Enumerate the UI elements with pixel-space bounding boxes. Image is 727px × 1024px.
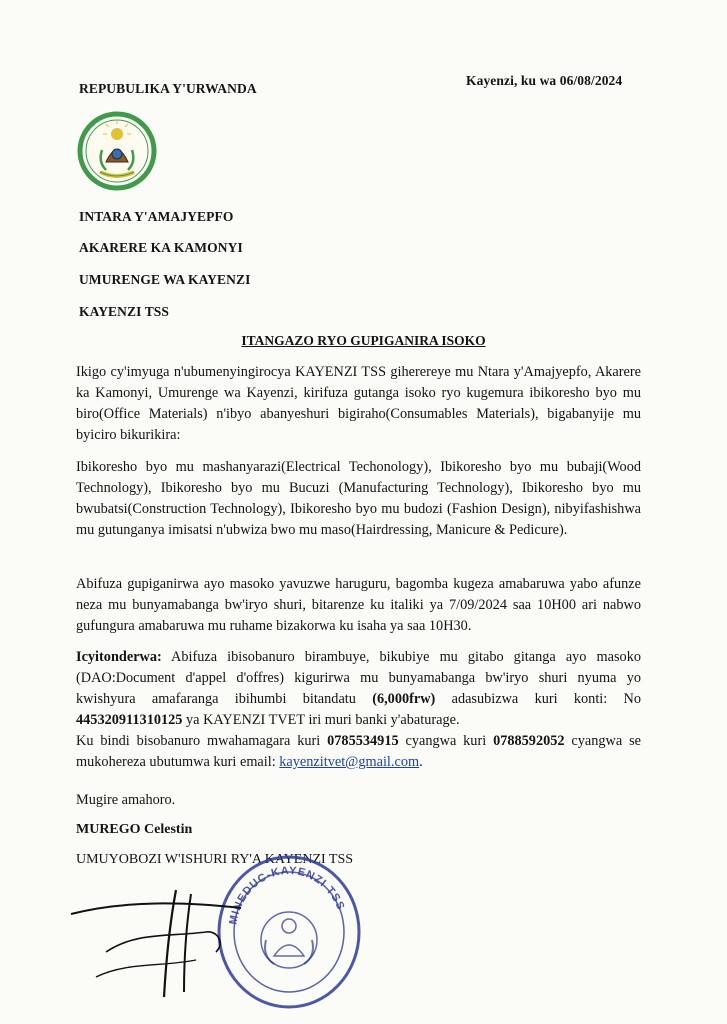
paragraph-categories: Ibikoresho byo mu mashanyarazi(Electrical Techonology), Ibikoresho byo mu bubaji(Wood Technology), Ibikoresho byo mu Bucuzi (Manufacturing Technology), Ibikoresho byo mu bwubatsi(Construction Technology), Ibikoresho byo mu budozi (Fashion Design), nibyifashishwa mu gutunganya imisatsi n'ubwiza bwo mu maso(Hairdressing, Manicure & Pedicure). [76, 459, 641, 538]
paragraph-deadline: Abifuza gupiganirwa ayo masoko yavuzwe haruguru, bagomba kugeza amabaruwa yabo afunze neza mu bunyamabanga bw'iryo shuri, bitarenze ku italiki ya 7/09/2024 saa 10H00 ari nabwo gufungura amabaruwa mu ruhame bizakorwa ku isaha ya saa 10H30. [76, 576, 641, 634]
sector-heading: UMURENGE WA KAYENZI [79, 272, 251, 287]
province-heading: INTARA Y'AMAJYEPFO [79, 209, 234, 224]
district-heading: AKARERE KA KAMONYI [79, 240, 243, 255]
phone-number-1: 0785534915 [327, 733, 399, 749]
country-heading: REPUBULIKA Y'URWANDA [79, 81, 257, 96]
email-link[interactable]: kayenzitvet@gmail.com [279, 754, 420, 770]
signature [66, 882, 246, 1002]
contact-text-b: cyangwa kuri [398, 733, 494, 749]
closing-line: Mugire amahoro. [76, 792, 176, 808]
note-text-c: ya KAYENZI TVET iri muri banki y'abaturage. [182, 712, 460, 728]
signer-name: MUREGO Celestin [76, 822, 193, 837]
fee-amount: (6,000frw) [372, 691, 436, 707]
paragraph-contact [76, 731, 641, 773]
note-text-b: adasubizwa kuri konti: No [435, 691, 641, 707]
signer-title: UMUYOBOZI W'ISHURI RY'A KAYENZI TSS [76, 852, 354, 867]
contact-text-d: . [419, 754, 423, 770]
place-date: Kayenzi, ku wa 06/08/2024 [466, 73, 623, 88]
document-title: ITANGAZO RYO GUPIGANIRA ISOKO [241, 333, 486, 348]
national-emblem [76, 110, 158, 192]
paragraph-note [76, 647, 641, 731]
contact-text-c: cyangwa se mukohereza ubutumwa kuri email: [76, 733, 641, 770]
note-label: Icyitonderwa: [76, 649, 162, 665]
contact-text-a: Ku bindi bisobanuro mwahamagara kuri [76, 733, 328, 749]
note-text-a: Abifuza ibisobanuro birambuye, bikubiye mu gitabo gitanga ayo masoko (DAO:Document d'appel d'offres) kigurirwa mu bunyamabanga bw'iryo shuri nyuma yo kwishyura amafaranga ibihumbi bitandatu [76, 649, 641, 707]
school-heading: KAYENZI TSS [79, 304, 170, 319]
stamp-text: MINEDUC-KAYENZI TSS [227, 864, 347, 926]
paragraph-intro: Ikigo cy'imyuga n'ubumenyingirocya KAYENZI TSS giherereye mu Ntara y'Amajyepfo, Akarere ka Kamonyi, Umurenge wa Kayenzi, kirifuza gutanga isoko ryo kugemura ibikoresho byo mu biro(Office Materials) n'ibyo abanyeshuri bigiraho(Consumables Materials), bigabanyije mu byiciro bikurikira: [76, 364, 641, 443]
bank-account: 445320911310125 [76, 712, 183, 728]
phone-number-2: 0788592052 [493, 733, 565, 749]
